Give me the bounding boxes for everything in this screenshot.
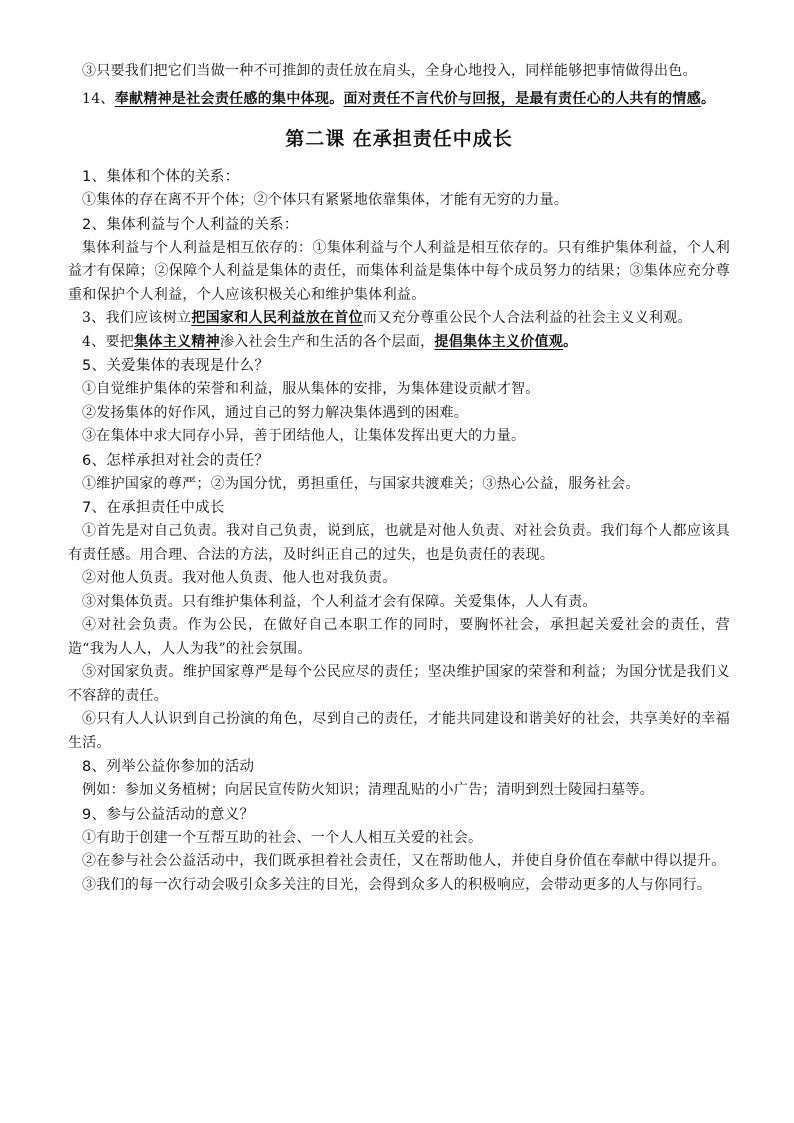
section-4-end: 。 (563, 333, 578, 350)
top-item-3: ③只要我们把它们当做一种不可推卸的责任放在肩头，全身心地投入，同样能够把事情做得出色。 (82, 63, 697, 79)
section-9-heading: 9、参与公益活动的意义？ (82, 806, 255, 823)
lesson-title: 第二课 在承担责任中成长 (285, 128, 513, 150)
section-4-bold-1: 集体主义精神 (134, 333, 220, 350)
section-5-item: ③在集体中求大同存小异，善于团结他人，让集体发挥出更大的力量。 (82, 428, 526, 444)
section-6-heading: 6、怎样承担对社会的责任？ (82, 452, 270, 469)
top-item-14 (68, 88, 730, 112)
section-8-heading: 8、列举公益你参加的活动 (82, 759, 255, 775)
section-4-prefix: 4、要把 (82, 333, 135, 350)
section-5-item: ②发扬集体的好作风，通过自己的努力解决集体遇到的困难。 (82, 404, 469, 421)
section-1-heading: 1、集体和个体的关系： (82, 169, 240, 185)
section-7-heading: 7、在承担责任中成长 (82, 500, 225, 516)
section-9-item: ②在参与社会公益活动中，我们既承担着社会责任，又在帮助他人，并使自身价值在奉献中得以提升。 (82, 853, 726, 869)
section-7-item: ②对他人负责。我对他人负责、他人也对我负责。 (82, 570, 397, 586)
section-4-bold-2: 提倡集体主义价值观 (434, 333, 564, 350)
section-3-bold: 把国家和人民利益放在首位 (191, 310, 363, 326)
section-7-item: ③对集体负责。只有维护集体利益，个人利益才会有保障。关爱集体，人人有责。 (82, 593, 597, 610)
section-1-text: ①集体的存在离不开个体；②个体只有紧紧地依靠集体，才能有无穷的力量。 (82, 192, 569, 208)
item-14-sep: 。 (329, 90, 344, 107)
section-3 (68, 307, 730, 331)
item-14-end: 。 (701, 90, 716, 107)
item-14-bold-2: 面对责任不言代价与回报，是最有责任心的人共有的情感 (343, 90, 702, 107)
section-2-heading: 2、集体利益与个人利益的关系： (82, 216, 299, 233)
section-7-item: ⑤对国家负责。维护国家尊严是每个公民应尽的责任；坚决维护国家的荣誉和利益；为国分忧是我们义不容辞的责任。 (68, 664, 730, 704)
section-7-item: ①首先是对自己负责。我对自己负责，说到底，也就是对他人负责、对社会负责。我们每个人都应该具有责任感。用合理、合法的方法，及时纠正自己的过失，也是负责任的表现。 (68, 523, 730, 563)
section-7-item: ④对社会负责。作为公民，在做好自己本职工作的同时，要胸怀社会，承担起关爱社会的责任，营造“我为人人，人人为我”的社会氛围。 (68, 617, 730, 657)
section-4-mid: 渗入社会生产和生活的各个层面， (219, 333, 435, 350)
section-2-text: 集体利益与个人利益是相互依存的：①集体利益与个人利益是相互依存的。只有维护集体利益，个人利益才有保障；②保障个人利益是集体的责任，而集体利益是集体中每个成员努力的结果；③集体应充分尊重和保护个人利益，个人应该积极关心和维护集体利益。 (68, 239, 730, 303)
section-7-item: ⑥只有人人认识到自己扮演的角色，尽到自己的责任，才能共同建设和谐美好的社会，共享美好的幸福生活。 (68, 711, 730, 751)
section-8-text: 例如：参加义务植树；向居民宣传防火知识；清理乱贴的小广告；清明到烈士陵园扫墓等。 (82, 782, 654, 798)
section-3-prefix: 3、我们应该树立 (82, 310, 192, 326)
section-9-item: ①有助于创建一个互帮互助的社会、一个人人相互关爱的社会。 (82, 829, 483, 846)
section-4 (68, 331, 730, 355)
section-3-suffix: 而又充分尊重公民个人合法利益的社会主义义利观。 (362, 310, 692, 326)
section-9-item: ③我们的每一次行动会吸引众多关注的目光，会得到众多人的积极响应，会带动更多的人与你同行。 (82, 876, 712, 893)
section-5-heading: 5、关爱集体的表现是什么？ (82, 358, 270, 374)
item-14-bold-1: 奉献精神是社会责任感的集中体现 (114, 90, 330, 107)
section-6-text: ①维护国家的尊严；②为国分忧，勇担重任，与国家共渡难关；③热心公益，服务社会。 (82, 475, 640, 492)
document-page (68, 60, 730, 897)
section-5-item: ①自觉维护集体的荣誉和利益，服从集体的安排，为集体建设贡献才智。 (82, 381, 540, 397)
item-14-number: 14、 (82, 90, 115, 107)
